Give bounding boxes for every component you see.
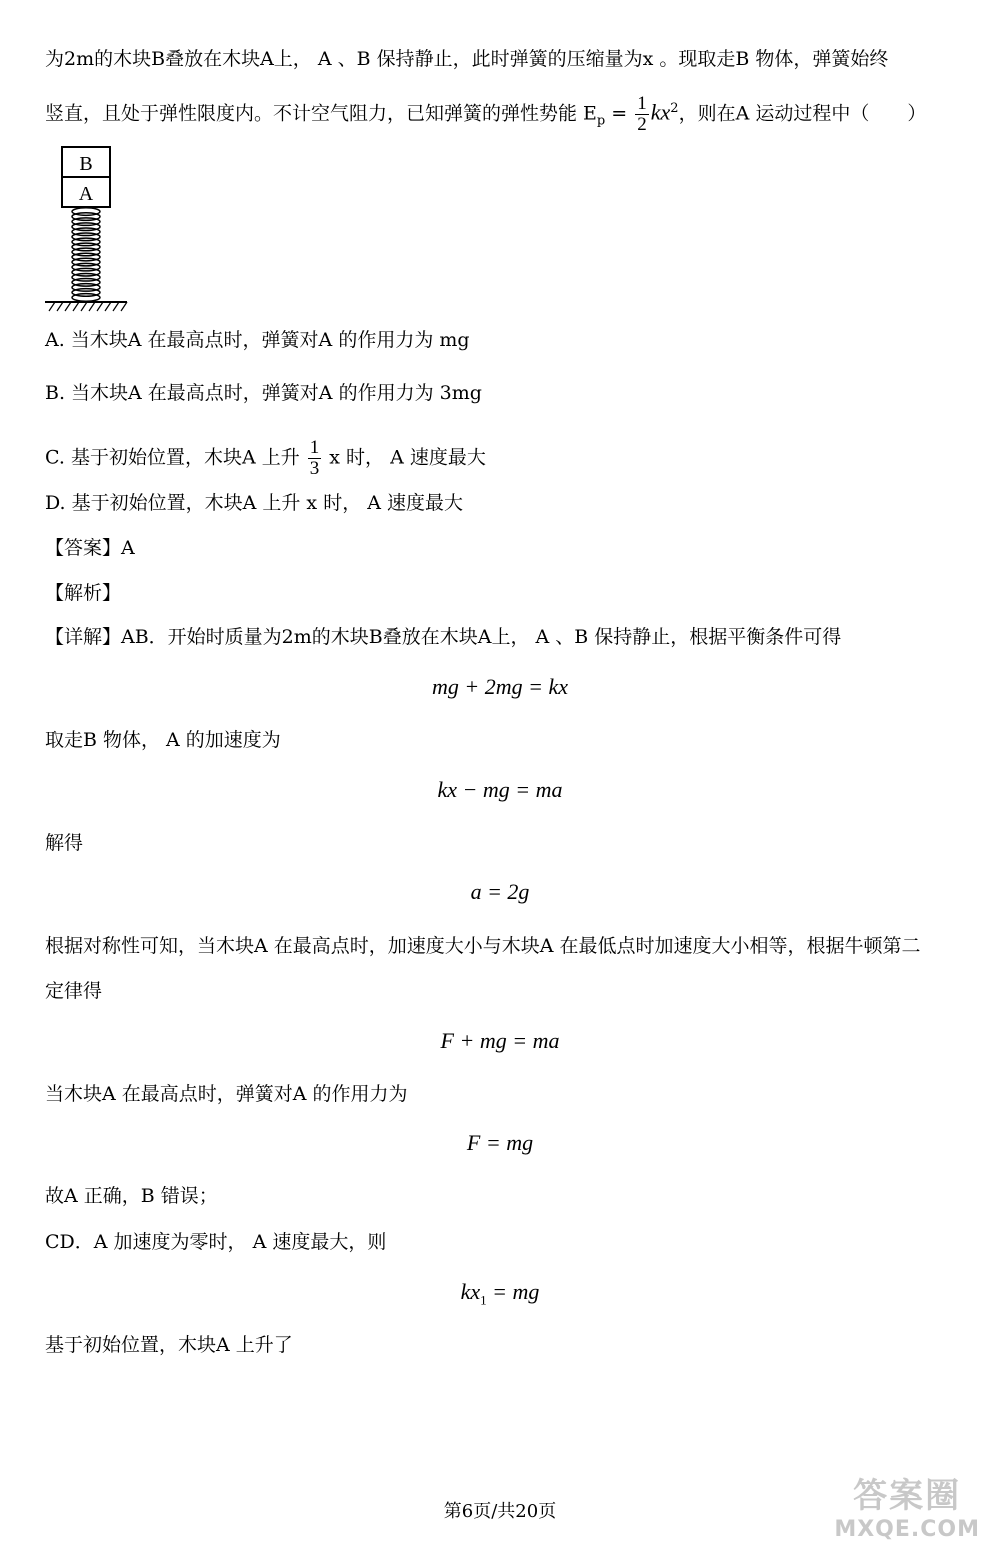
- equation-1: mg + 2mg = kx: [432, 674, 568, 699]
- equation-6: [0, 1277, 1000, 1315]
- square-superscript: 2: [670, 101, 679, 117]
- eq6-kx: kx: [460, 1279, 481, 1304]
- page-footer: 第6页/共20页: [443, 1501, 557, 1522]
- equation-4: F + mg = ma: [440, 1028, 560, 1053]
- option-c: [45, 438, 970, 479]
- question-line-1: 为2m的木块B叠放在木块A上， A 、B 保持静止，此时弹簧的压缩量为x 。现取走B 物体，弹簧始终: [45, 48, 889, 70]
- question-line-2-text: 竖直，且处于弹性限度内。不计空气阻力，已知弹簧的弹性势能 E: [45, 102, 597, 125]
- block-b-label: B: [79, 153, 93, 175]
- ep-subscript: p: [596, 113, 606, 129]
- detail-p7: 故A 正确，B 错误；: [45, 1185, 218, 1207]
- detail-p3: 解得: [45, 832, 84, 854]
- option-c-post: x 时， A 速度最大: [323, 446, 486, 469]
- equation-3: a = 2g: [470, 879, 530, 904]
- eq6-rest: = mg: [486, 1279, 540, 1304]
- eq6-subscript: 1: [480, 1292, 487, 1308]
- detail-p5: 定律得: [45, 980, 103, 1002]
- equation-5: F = mg: [466, 1130, 534, 1155]
- equals-sign: =: [605, 102, 634, 125]
- option-d: D. 基于初始位置，木块A 上升 x 时， A 速度最大: [45, 492, 463, 514]
- ground-hatch: [49, 302, 127, 311]
- half-fraction: $\frac{1}{2}$: [637, 93, 647, 135]
- watermark-logo: [834, 1468, 980, 1542]
- option-c-pre: C. 基于初始位置，木块A 上升: [45, 446, 306, 469]
- question-line-2: [45, 94, 970, 135]
- detail-p2: 取走B 物体， A 的加速度为: [45, 729, 281, 751]
- watermark-site: MXQE.COM: [834, 1517, 980, 1542]
- detail-p4: 根据对称性可知，当木块A 在最高点时，加速度大小与木块A 在最低点时加速度大小相等，根据牛顿第二: [45, 935, 921, 957]
- option-a: A. 当木块A 在最高点时，弹簧对A 的作用力为 mg: [45, 329, 470, 351]
- third-fraction: $\frac{1}{3}$: [309, 437, 320, 479]
- analysis-label: 【解析】: [45, 582, 122, 604]
- detail-p1: 【详解】AB．开始时质量为2m的木块B叠放在木块A上， A 、B 保持静止，根据平衡条件可得: [45, 626, 842, 648]
- option-b: B. 当木块A 在最高点时，弹簧对A 的作用力为 3mg: [45, 382, 482, 404]
- kx-term: kx: [650, 99, 671, 125]
- block-a-label: A: [78, 183, 94, 205]
- spring: [72, 208, 100, 302]
- detail-p8: CD．A 加速度为零时， A 速度最大，则: [45, 1231, 387, 1253]
- equation-2: kx − mg = ma: [437, 777, 563, 802]
- answer-label: 【答案】A: [45, 537, 135, 559]
- detail-p9: 基于初始位置，木块A 上升了: [45, 1334, 293, 1356]
- question-line-2-end: ，则在A 运动过程中（ ）: [678, 102, 927, 125]
- detail-p6: 当木块A 在最高点时，弹簧对A 的作用力为: [45, 1083, 408, 1105]
- spring-block-figure: [45, 145, 135, 315]
- watermark-text: 答案圈: [853, 1476, 962, 1516]
